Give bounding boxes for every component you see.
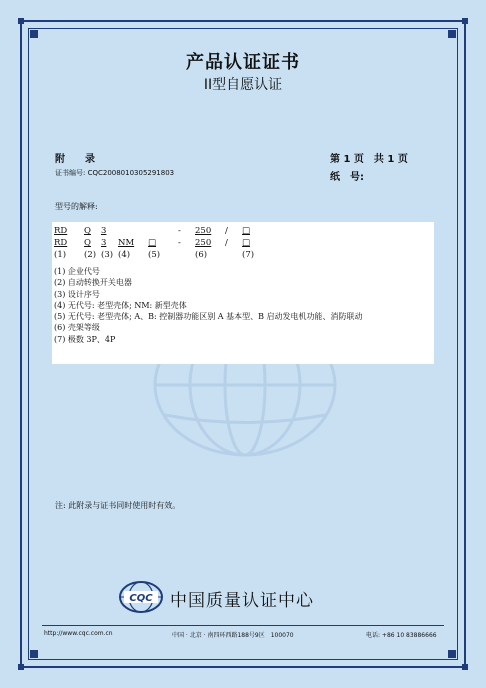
corner-ornament-bottom-left (30, 650, 38, 658)
page-info: 第 1 页 共 1 页 (330, 154, 408, 165)
list-item: (3) 设计序号 (54, 289, 100, 299)
model-section-title: 型号的解释: (55, 202, 98, 211)
code-cell (118, 226, 148, 238)
code-cell: - (178, 226, 181, 236)
code-cell: 250 (195, 226, 212, 236)
explanation-list (54, 266, 363, 345)
code-cell: 3 (101, 226, 107, 236)
code-cell: □ (148, 238, 157, 248)
certificate-subtitle: II型自愿认证 (203, 77, 283, 93)
code-cell (225, 250, 242, 262)
model-code-row (54, 250, 259, 262)
corner-dot-bottom-left (18, 664, 24, 670)
certificate-number: 证书编号: CQC2008010305291803 (55, 169, 175, 177)
code-cell: □ (242, 238, 251, 248)
corner-dot-bottom-right (462, 664, 468, 670)
corner-ornament-top-left (30, 30, 38, 38)
model-code-row (54, 226, 259, 238)
code-cell: / (225, 226, 228, 236)
organization-name: 中国质量认证中心 (170, 591, 314, 611)
list-item: (5) 无代号: 老型壳体; A、B: 控制器功能区别 A 基本型、B 启动发电机功能、消防联动 (54, 312, 363, 322)
code-cell: / (225, 238, 228, 248)
list-item: (7) 极数 3P、4P (54, 334, 116, 344)
code-cell: (3) (101, 250, 114, 260)
validity-note: 注: 此附录与证书同时使用时有效。 (55, 501, 181, 510)
code-cell (178, 250, 195, 262)
footer-divider (42, 625, 444, 626)
certificate-title: 产品认证证书 (186, 52, 300, 73)
footer-phone: 电话: +86 10 83886666 (366, 632, 437, 639)
code-cell: RD (54, 226, 68, 236)
code-cell: Q (84, 238, 91, 248)
cqc-logo-icon (118, 580, 164, 614)
code-cell: (7) (242, 250, 255, 260)
list-item: (4) 无代号: 老型壳体; NM: 新型壳体 (54, 300, 187, 310)
corner-dot-top-right (462, 18, 468, 24)
code-cell: 250 (195, 238, 212, 248)
list-item: (6) 壳架等级 (54, 323, 100, 333)
code-cell: NM (118, 238, 135, 248)
paper-number-label: 纸 号: (330, 172, 364, 183)
code-cell: 3 (101, 238, 107, 248)
footer-website[interactable]: http://www.cqc.com.cn (44, 630, 113, 637)
footer-address: 中国 · 北京 · 南四环西路188号9区 100070 (172, 632, 294, 639)
list-item: (2) 自动转换开关电器 (54, 278, 132, 288)
code-cell: (1) (54, 250, 67, 260)
model-explanation-box (52, 222, 434, 364)
code-cell: (5) (148, 250, 161, 260)
code-cell: (6) (195, 250, 208, 260)
corner-dot-top-left (18, 18, 24, 24)
code-cell: □ (242, 226, 251, 236)
appendix-label: 附 录 (55, 154, 95, 165)
list-item: (1) 企业代号 (54, 267, 100, 276)
logo-text: CQC (129, 593, 153, 604)
code-cell (148, 226, 178, 238)
corner-ornament-top-right (448, 30, 456, 38)
model-code-table (54, 226, 259, 262)
code-cell: - (178, 238, 181, 248)
code-cell: Q (84, 226, 91, 236)
cqc-logo-block (118, 580, 378, 614)
model-code-row (54, 238, 259, 250)
code-cell: (2) (84, 250, 97, 260)
code-cell: RD (54, 238, 68, 248)
code-cell: (4) (118, 250, 131, 260)
corner-ornament-bottom-right (448, 650, 456, 658)
